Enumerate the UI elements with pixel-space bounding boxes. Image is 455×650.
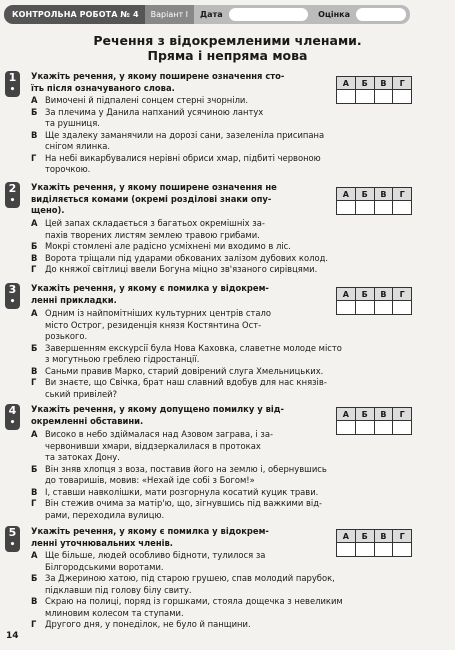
question-text: Укажіть речення, у якому поширене означення сто- їть після означуваного слова. — [31, 71, 285, 93]
options — [31, 550, 441, 631]
answer-letter: А — [337, 288, 356, 301]
question-text: Укажіть речення, у якому є помилка у відокрем- ленні уточнювальних членів. — [31, 526, 269, 548]
answer-cell[interactable] — [337, 201, 356, 215]
option-a[interactable]: А Цей запах складається з багатьох окремішніх за- пахів творених листям землею травою грибами. — [31, 218, 265, 240]
answer-cell[interactable] — [393, 201, 412, 215]
date-area — [194, 5, 314, 24]
page-number: 14 — [6, 631, 19, 641]
title-line-2: Пряма і непряма мова — [147, 48, 308, 63]
options — [31, 308, 441, 400]
grade-area — [314, 5, 410, 24]
answer-grid — [336, 187, 412, 215]
answer-letter: Г — [393, 188, 412, 201]
option-d[interactable]: Г До княжої світлиці ввели Богуна міцно зв'язаного сирівцями. — [31, 264, 318, 274]
answer-letter: Г — [393, 77, 412, 90]
test-title: КОНТРОЛЬНА РОБОТА № 4 — [4, 5, 145, 24]
answer-letter: Б — [355, 530, 374, 543]
options — [31, 218, 441, 276]
option-a[interactable]: А Ще більше, людей особливо бідноти, тулилося за Білгородськими воротами. — [31, 550, 266, 572]
option-d[interactable]: Г Другого дня, у понеділок, не було й панщини. — [31, 619, 251, 629]
date-label: Дата — [200, 10, 223, 19]
question-text: Укажіть речення, у якому поширене означення не виділяється комами (окремі розділові знаки опу- щено). — [31, 182, 277, 215]
answer-letter: А — [337, 530, 356, 543]
grade-label: Оцінка — [318, 10, 350, 19]
question-text: Укажіть речення, у якому є помилка у відокрем- ленні прикладки. — [31, 283, 269, 305]
option-b[interactable]: Б Завершенням екскурсії була Нова Каховка, славетне молоде місто з могутньою греблею гідростанції. — [31, 342, 342, 364]
answer-letter: А — [337, 188, 356, 201]
question-number: 1 • — [5, 71, 20, 97]
option-a[interactable]: А Високо в небо здіймалася над Азовом заграва, і за- червонивши хмари, віддзеркалилася в протоках та затоках Дону. — [31, 429, 274, 462]
option-a[interactable]: А Одним із найпомітніших культурних центрів стало місто Острог, резиденція князя Костянтина Ост- розького. — [31, 308, 271, 341]
page-title — [0, 33, 455, 63]
option-a[interactable]: А Вимочені й підпалені сонцем стерні зчорніли. — [31, 95, 249, 105]
answer-letter: В — [374, 77, 393, 90]
variant-label: Варіант І — [145, 5, 194, 24]
answer-cell[interactable] — [355, 201, 374, 215]
option-b[interactable]: Б За Джериною хатою, під старою грушею, спав молодий парубок, підклавши під голову білу свиту. — [31, 573, 335, 595]
option-b[interactable]: Б Мокрі стомлені але радісно усміхнені ми входимо в ліс. — [31, 241, 291, 251]
question-number: 3 • — [5, 283, 20, 309]
answer-letter: Г — [393, 288, 412, 301]
option-c[interactable]: В І, ставши навколішки, мати розгорнула косатий куцик трави. — [31, 486, 319, 497]
option-d[interactable]: Г Він стежив очима за матір'ю, що, зігнувшись під важкими від- рами, переходила вулицю. — [31, 498, 323, 520]
answer-letter: Б — [355, 77, 374, 90]
answer-letter: Г — [393, 530, 412, 543]
answer-letter: Б — [355, 408, 374, 421]
option-b[interactable]: Б За плечима у Данила напханий усячиною лантух та рушниця. — [31, 106, 264, 128]
answer-cell[interactable] — [374, 201, 393, 215]
question-number: 4 • — [5, 404, 20, 430]
option-b[interactable]: Б Він зняв хлопця з воза, поставив його на землю і, обернувшись до товаришів, мовив: «Нехай іде собі з Богом!» — [31, 463, 327, 485]
test-header — [4, 5, 410, 24]
option-d[interactable]: Г Ви знаєте, що Свічка, брат наш славний вдобув для нас князів- ський привілей? — [31, 377, 327, 399]
option-d[interactable]: Г На небі викарбувалися нерівні обриси хмар, підбиті червоною торочкою. — [31, 152, 321, 174]
option-c[interactable]: В Саньми правив Марко, старий довірений слуга Хмельницьких. — [31, 365, 324, 376]
question-text: Укажіть речення, у якому допущено помилку у від- окремленні обставини. — [31, 404, 285, 426]
answer-letter: В — [374, 408, 393, 421]
option-c[interactable]: В Ворота тріщали під ударами обкованих залізом дубових колод. — [31, 252, 329, 263]
answer-letter: В — [374, 288, 393, 301]
answer-letter: Б — [355, 288, 374, 301]
option-c[interactable]: В Скраю на полиці, поряд із горшками, стояла дощечка з невеликим млиновим колесом та ступами. — [31, 596, 343, 618]
option-c[interactable]: В Ще здалеку заманячили на дорозі сани, зазеленіла присипана снігом ялинка. — [31, 129, 325, 151]
grade-field[interactable] — [356, 8, 406, 21]
answer-letter: А — [337, 408, 356, 421]
answer-letter: Б — [355, 188, 374, 201]
title-line-1: Речення з відокремленими членами. — [93, 33, 362, 48]
answer-letter: Г — [393, 408, 412, 421]
options — [31, 429, 441, 521]
question-number: 5 • — [5, 526, 20, 552]
answer-letter: В — [374, 188, 393, 201]
answer-letter: В — [374, 530, 393, 543]
question-number: 2 • — [5, 182, 20, 208]
answer-letter: А — [337, 77, 356, 90]
options — [31, 95, 441, 176]
date-field[interactable] — [229, 8, 309, 21]
